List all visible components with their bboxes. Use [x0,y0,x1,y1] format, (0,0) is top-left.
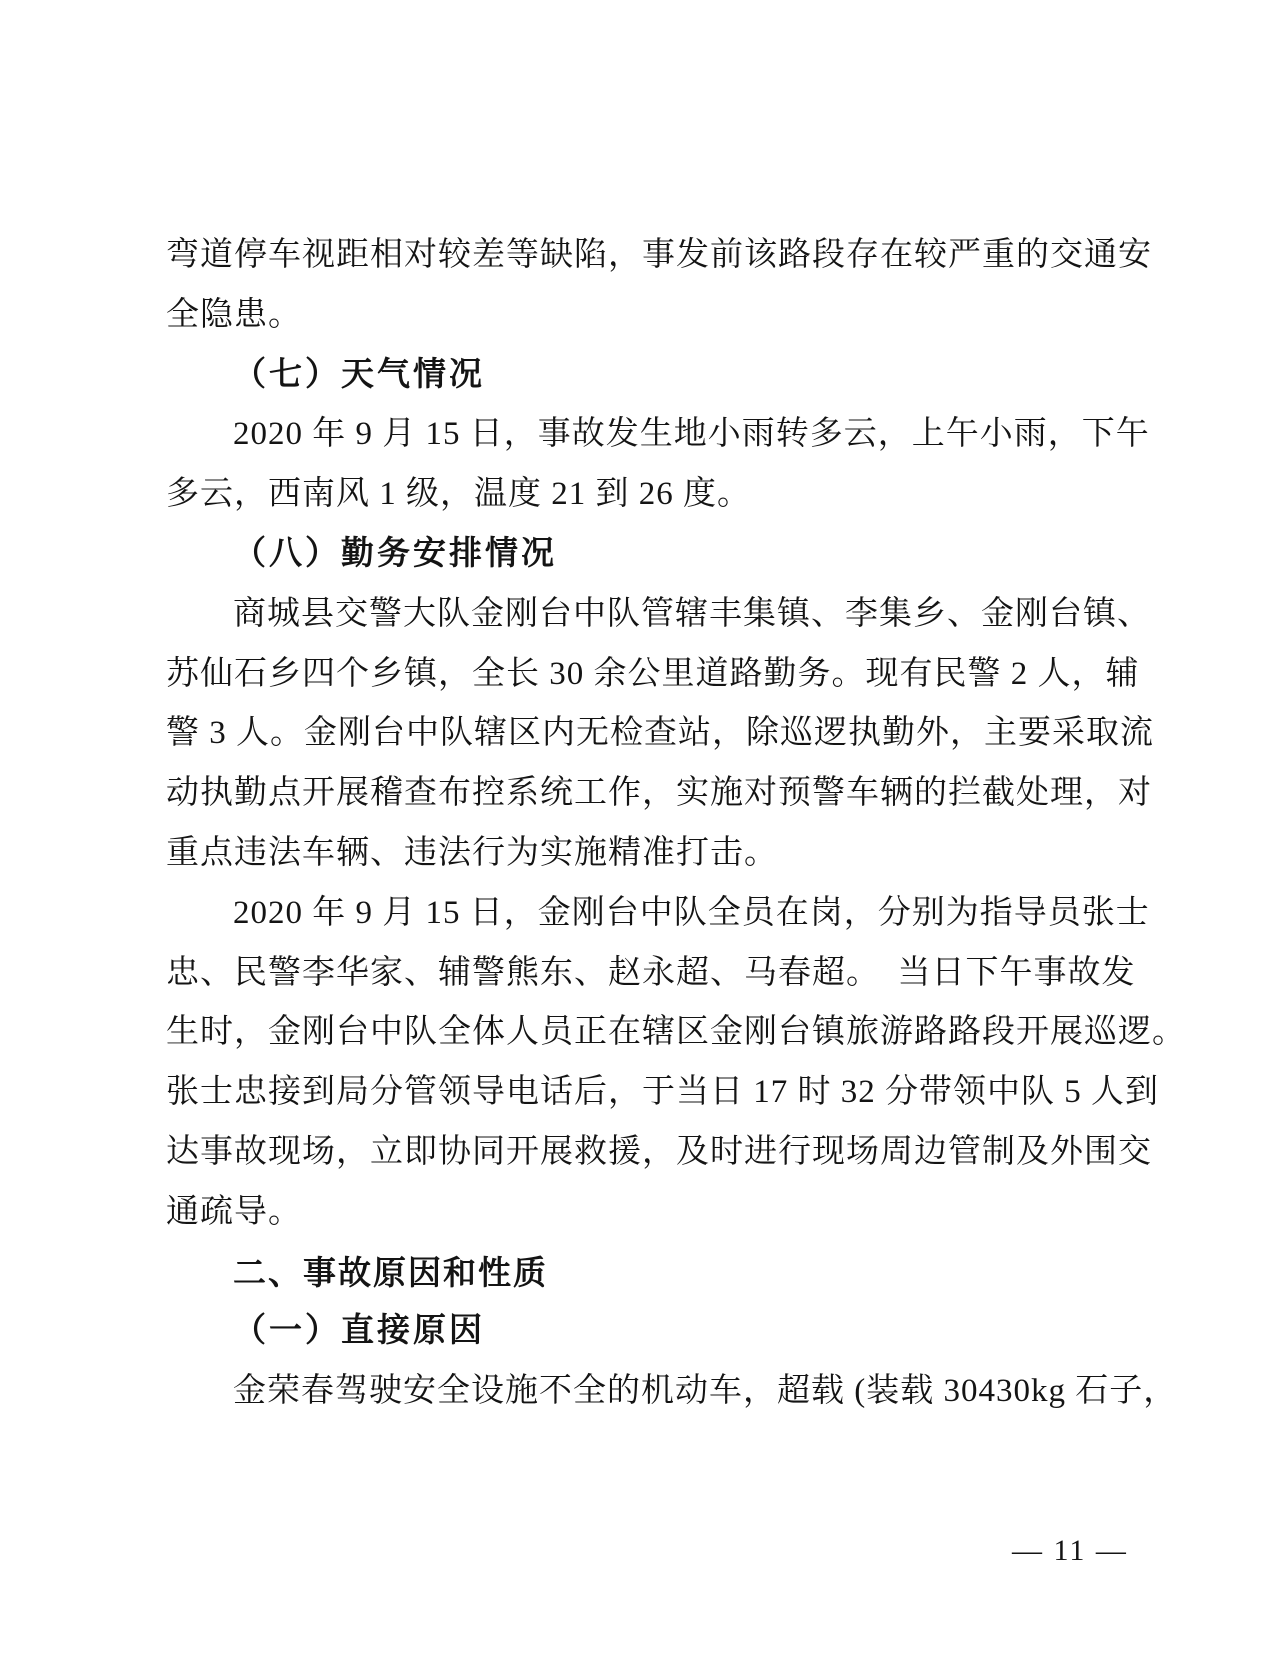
text-line: 弯道停车视距相对较差等缺陷，事发前该路段存在较严重的交通安 [166,237,1152,273]
section-heading: （一）直接原因 [233,1313,485,1350]
text-line: 忠、民警李华家、辅警熊东、赵永超、马春超。 当日下午事故发 [166,954,1136,991]
text-line: 2020 年 9 月 15 日，事故发生地小雨转多云，上午小雨，下午 [233,416,1150,453]
page-number: — 11 — [1012,1534,1128,1567]
text-line: 警 3 人。金刚台中队辖区内无检查站，除巡逻执勤外，主要采取流 [166,715,1154,752]
text-line: 2020 年 9 月 15 日，金刚台中队全员在岗，分别为指导员张士 [233,894,1150,931]
text-line: 达事故现场，立即协同开展救援，及时进行现场周边管制及外围交 [166,1133,1152,1170]
text-line: 苏仙石乡四个乡镇，全长 30 余公里道路勤务。现有民警 2 人，辅 [166,655,1140,692]
text-line: 全隐患。 [166,296,302,333]
text-line: 金荣春驾驶安全设施不全的机动车，超载 (装载 30430kg 石子， [233,1373,1178,1410]
text-line: 重点违法车辆、违法行为实施精准打击。 [166,834,778,871]
text-line: 商城县交警大队金刚台中队管辖丰集镇、李集乡、金刚台镇、 [233,595,1151,632]
text-line: 通疏导。 [166,1193,302,1230]
text-line: 动执勤点开展稽查布控系统工作，实施对预警车辆的拦截处理，对 [166,775,1152,812]
section-heading: 二、事故原因和性质 [233,1253,548,1291]
section-heading: （七）天气情况 [233,356,485,393]
text-line: 多云，西南风 1 级，温度 21 到 26 度。 [166,476,751,513]
section-heading: （八）勤务安排情况 [233,535,557,572]
document-body [166,226,1186,1422]
text-line: 张士忠接到局分管领导电话后，于当日 17 时 32 分带领中队 5 人到 [166,1074,1159,1111]
text-line: 生时，金刚台中队全体人员正在辖区金刚台镇旅游路路段开展巡逻。 [166,1014,1186,1051]
